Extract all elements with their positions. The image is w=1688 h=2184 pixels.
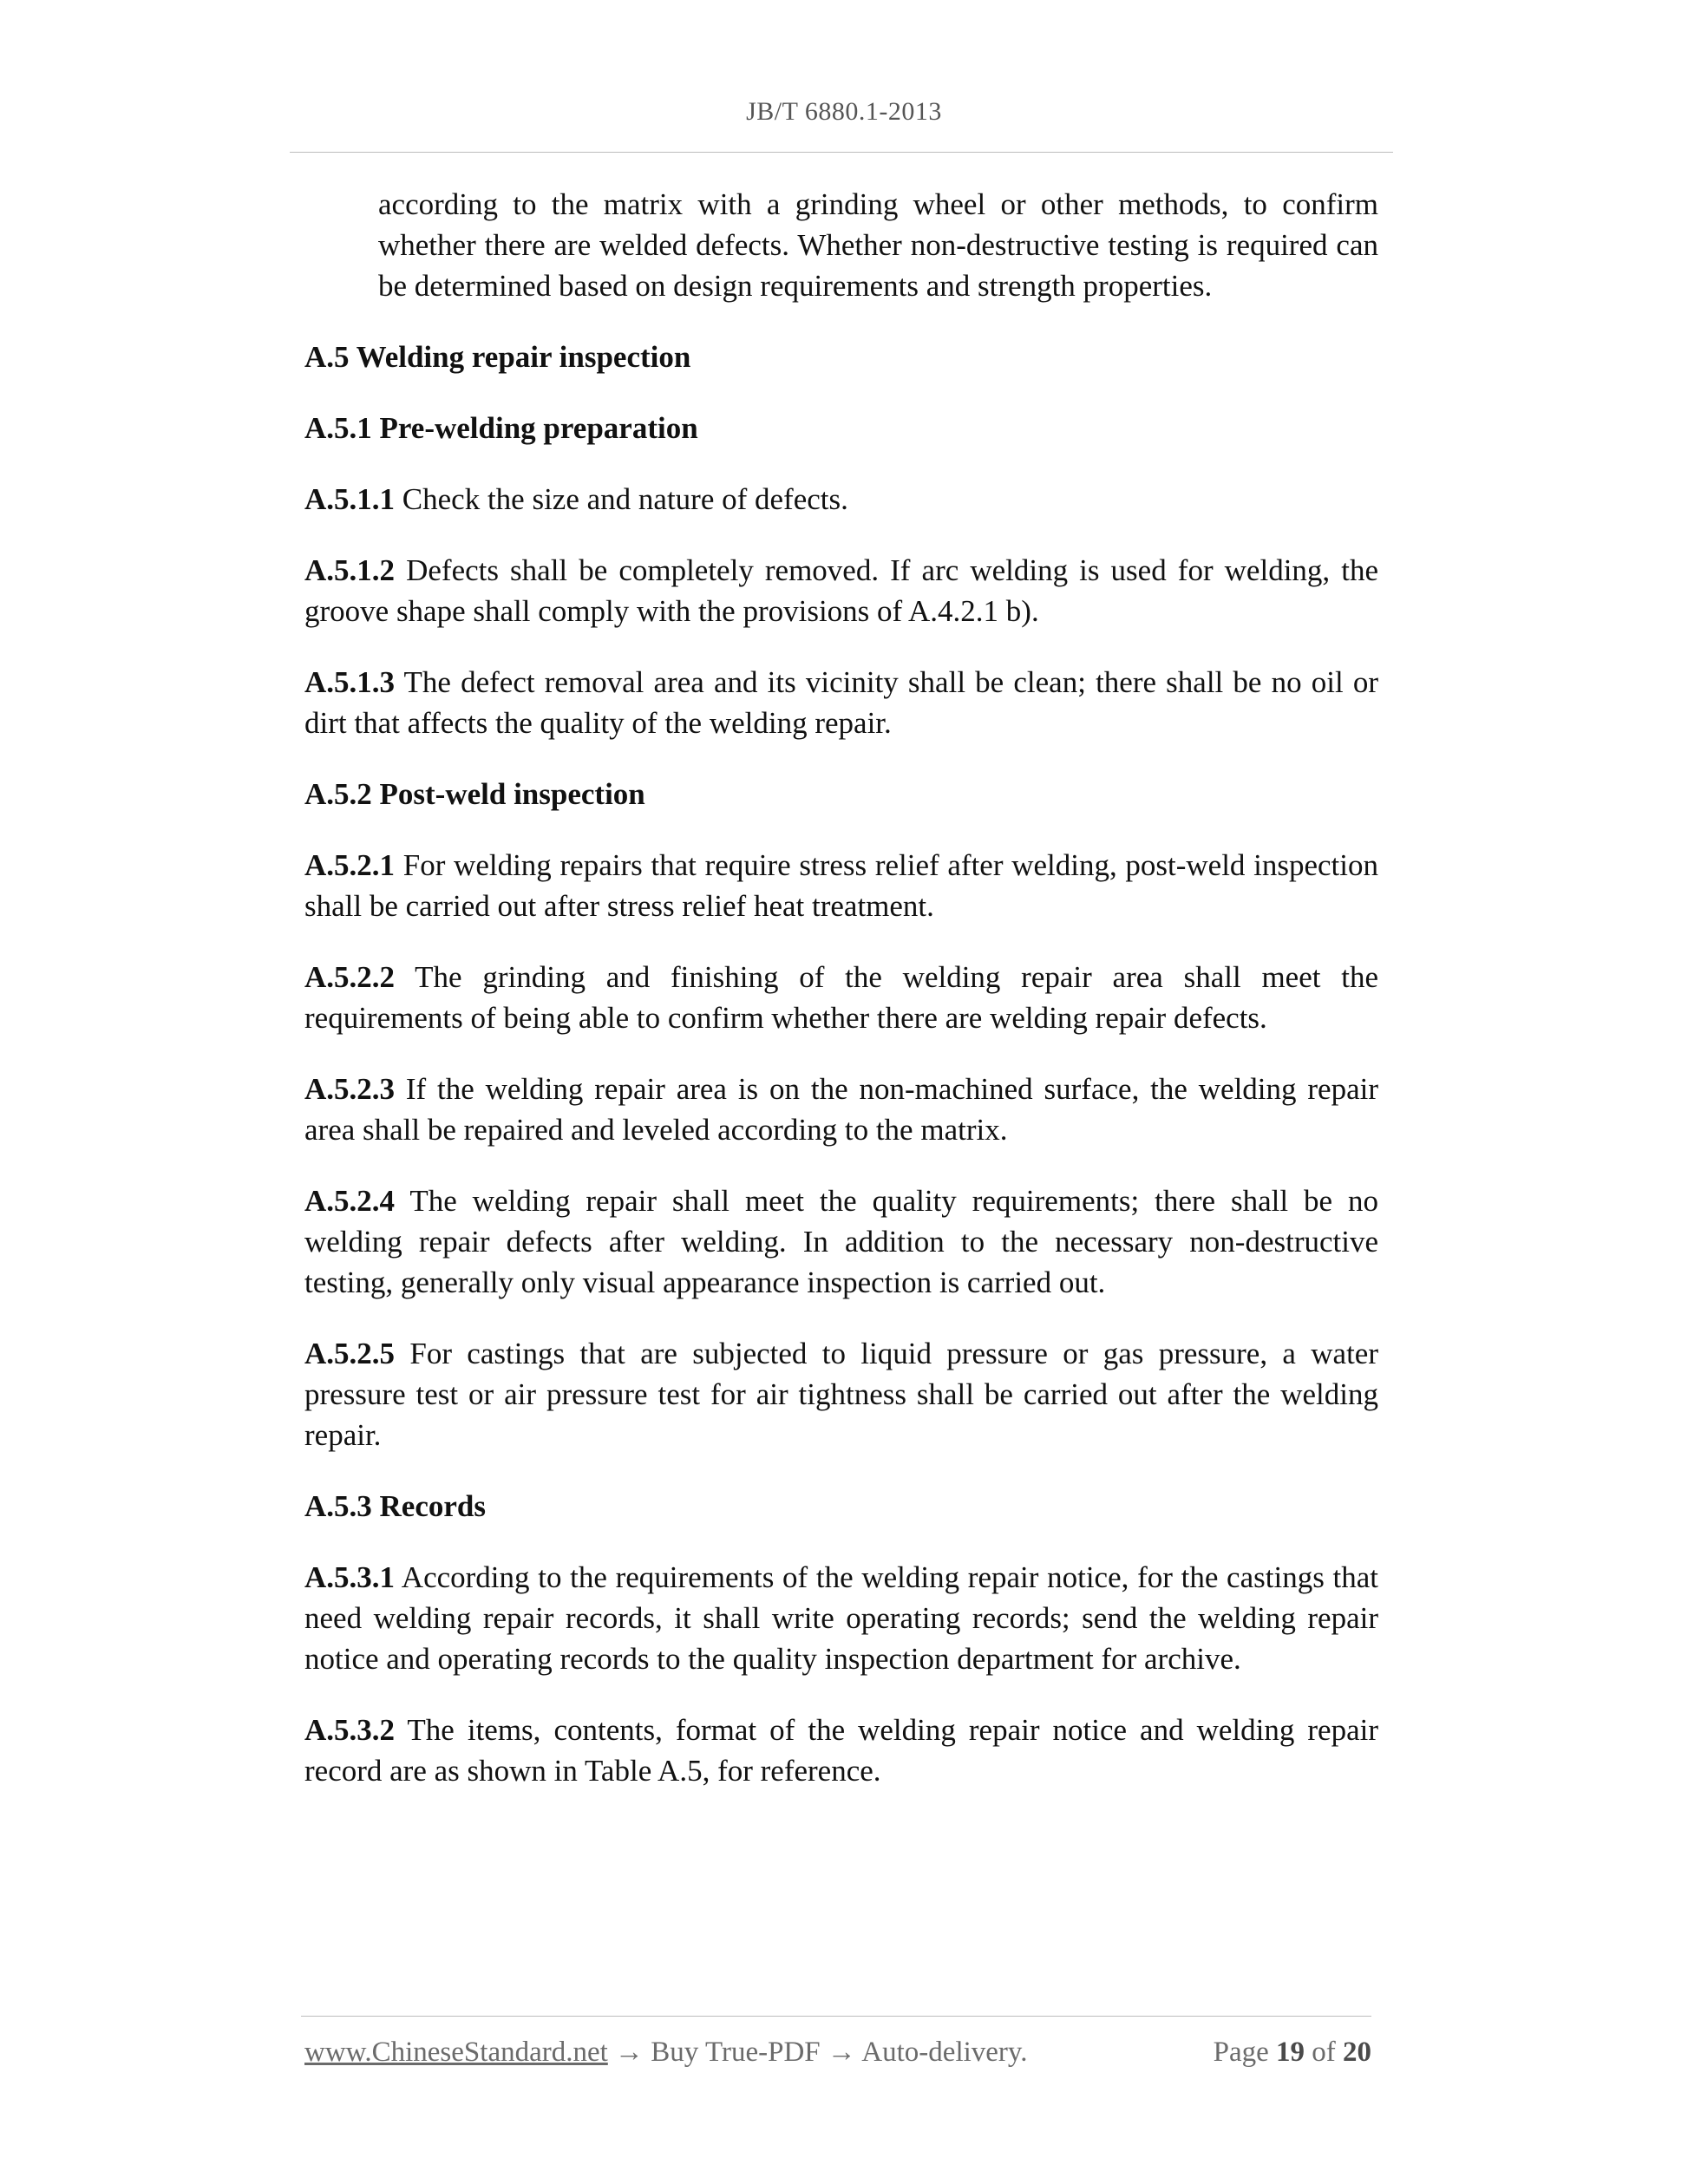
clause-number: A.5.2.2 (304, 960, 396, 994)
website-link[interactable]: www.ChineseStandard.net (304, 2037, 608, 2068)
of-label: of (1305, 2037, 1343, 2068)
section-heading-a5: A.5 Welding repair inspection (304, 340, 691, 374)
clause-text: The defect removal area and its vicinity shall be clean; there shall be no oil or dirt that affects the quality of the welding repair. (304, 665, 1378, 740)
clause-text: Check the size and nature of defects. (395, 482, 848, 516)
section-heading-a51: A.5.1 Pre-welding preparation (304, 411, 698, 445)
clause-text: For castings that are subjected to liquid pressure or gas pressure, a water pressure test or air pressure test for air tightness shall be carried out after the welding repair. (304, 1337, 1378, 1452)
document-body (304, 184, 1378, 1821)
clause-a511 (304, 479, 1378, 520)
clause-number: A.5.2.3 (304, 1072, 396, 1106)
clause-a513 (304, 662, 1378, 743)
clause-a521 (304, 845, 1378, 926)
page-label: Page (1213, 2037, 1276, 2068)
footer-promo (304, 2033, 1028, 2071)
clause-text: Defects shall be completely removed. If arc welding is used for welding, the groove shape shall comply with the provisions of A.4.2.1 b). (304, 553, 1378, 628)
clause-text: The welding repair shall meet the quality requirements; there shall be no welding repair defects after welding. In addition to the necessary non-destructive testing, generally only visual appearance inspection is carried out. (304, 1184, 1378, 1299)
section-heading-a53: A.5.3 Records (304, 1489, 486, 1523)
clause-number: A.5.2.5 (304, 1337, 396, 1370)
document-header: JB/T 6880.1-2013 (746, 97, 942, 126)
clause-number: A.5.1.1 (304, 482, 396, 516)
current-page-number: 19 (1276, 2037, 1305, 2068)
section-heading-a52: A.5.2 Post-weld inspection (304, 777, 645, 811)
clause-a523 (304, 1069, 1378, 1150)
clause-a532 (304, 1710, 1378, 1791)
clause-text: According to the requirements of the welding repair notice, for the castings that need welding repair records, it shall write operating records; send the welding repair notice and operating records to the quality inspection department for archive. (304, 1560, 1378, 1676)
header-divider (290, 152, 1393, 153)
clause-text: The grinding and finishing of the welding repair area shall meet the requirements of being able to confirm whether there are welding repair defects. (304, 960, 1378, 1035)
clause-number: A.5.3.1 (304, 1560, 396, 1594)
footer-tagline: → Buy True-PDF → Auto-delivery. (607, 2037, 1028, 2068)
clause-text: For welding repairs that require stress relief after welding, post-weld inspection shall be carried out after stress relief heat treatment. (304, 848, 1378, 923)
clause-number: A.5.1.2 (304, 553, 396, 587)
clause-text: The items, contents, format of the welding repair notice and welding repair record are as shown in Table A.5, for reference. (304, 1713, 1378, 1788)
clause-number: A.5.2.1 (304, 848, 396, 882)
continuation-paragraph: according to the matrix with a grinding wheel or other methods, to confirm whether there are welded defects. Whether non-destructive testing is required can be determined based on design requirements and strength properties. (378, 187, 1378, 303)
clause-text: If the welding repair area is on the non-machined surface, the welding repair area shall be repaired and leveled according to the matrix. (304, 1072, 1378, 1147)
clause-a525 (304, 1333, 1378, 1455)
page-indicator (1214, 2033, 1371, 2071)
total-page-number: 20 (1343, 2037, 1371, 2068)
clause-a524 (304, 1180, 1378, 1303)
clause-a531 (304, 1557, 1378, 1679)
clause-number: A.5.1.3 (304, 665, 396, 699)
clause-a522 (304, 957, 1378, 1038)
clause-number: A.5.3.2 (304, 1713, 396, 1747)
footer-divider (301, 2016, 1371, 2017)
clause-number: A.5.2.4 (304, 1184, 396, 1218)
clause-a512 (304, 550, 1378, 631)
